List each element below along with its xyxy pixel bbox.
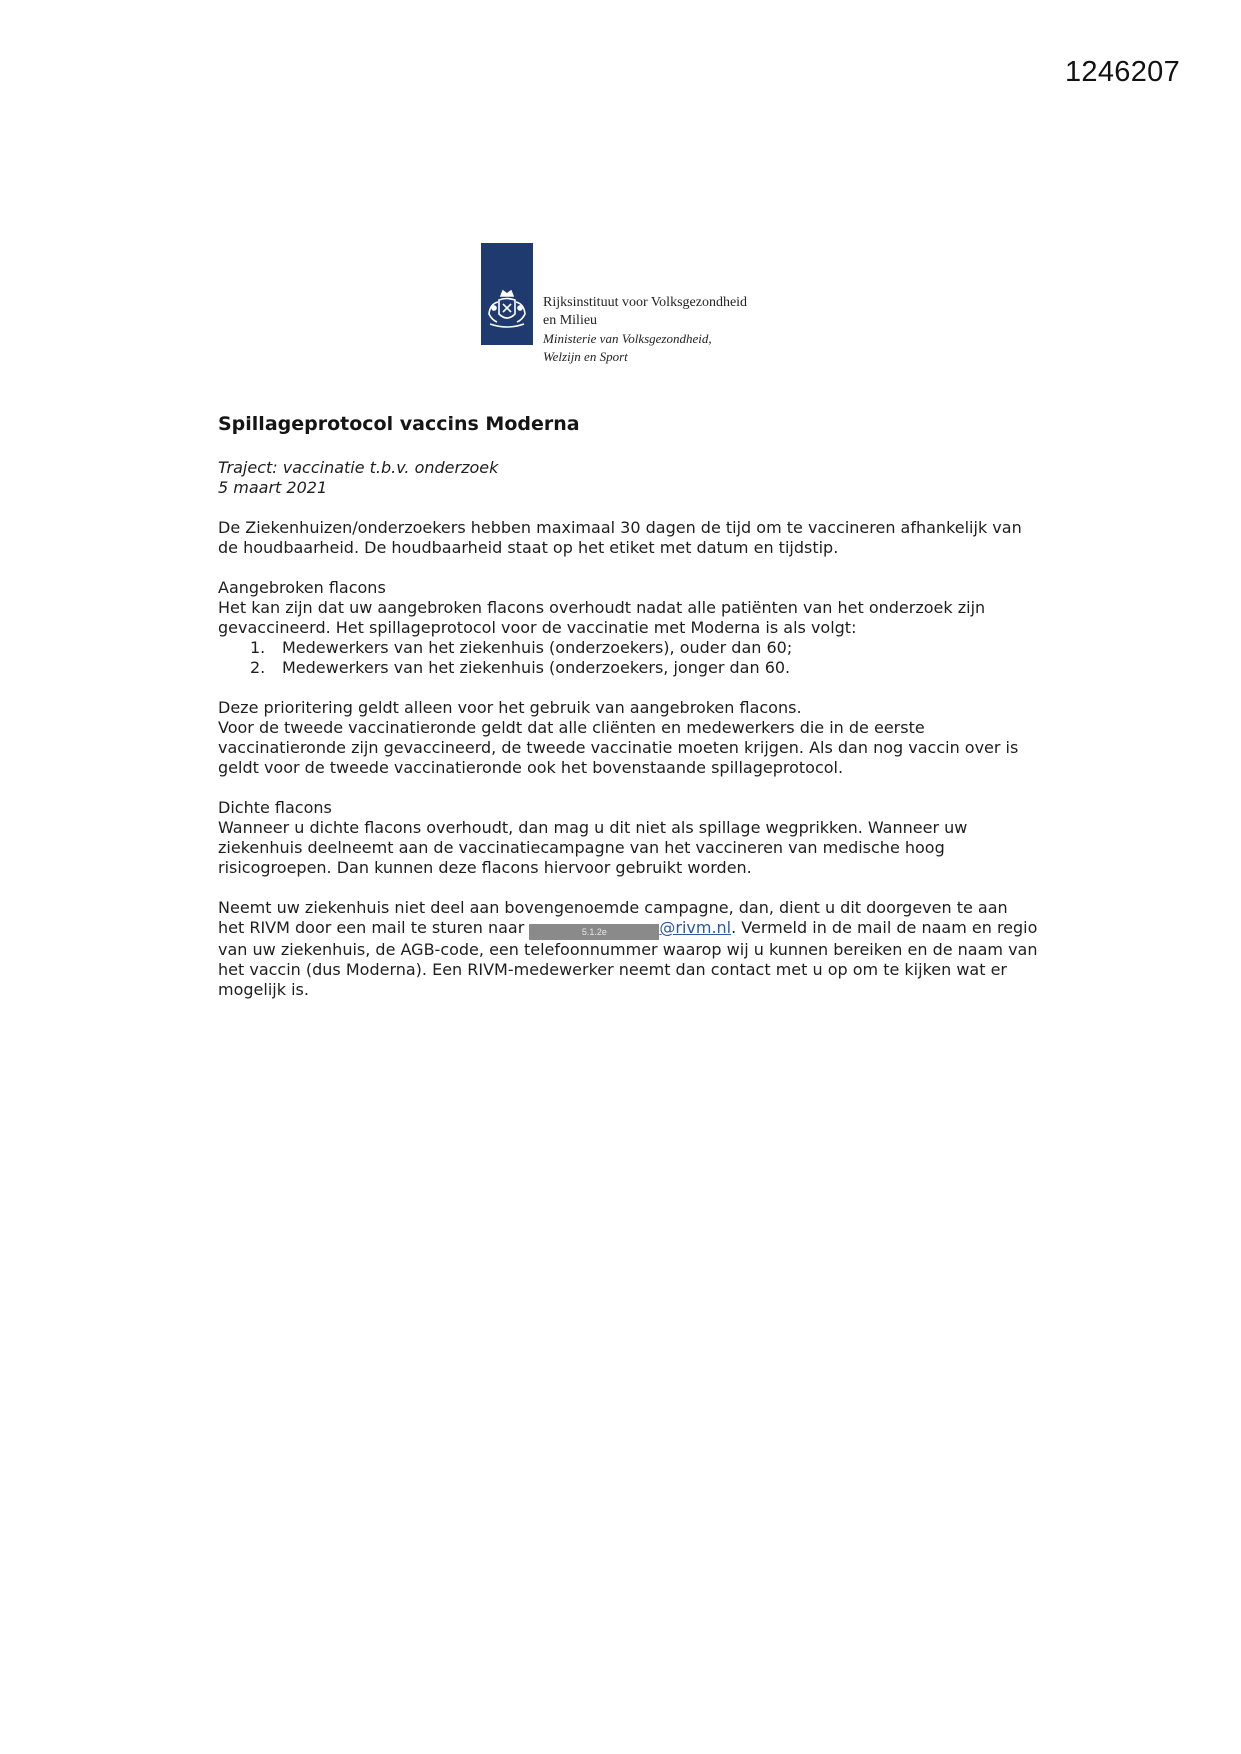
date-line: 5 maart 2021 (218, 478, 328, 497)
logo-line4: Welzijn en Sport (543, 349, 628, 364)
royal-crest-icon (484, 288, 530, 332)
section-aangebroken (218, 578, 1038, 678)
document-title: Spillageprotocol vaccins Moderna (218, 413, 580, 435)
list-item (218, 638, 1038, 658)
priority-line: Deze prioritering geldt alleen voor het gebruik van aangebroken flacons. (218, 698, 802, 717)
priority-paragraph (218, 698, 1038, 778)
final-text-before: Neemt uw ziekenhuis niet deel aan bovengenoemde campagne, dan, dient u dit doorgeven te aan het RIVM door een mail te sturen naar (218, 898, 1008, 937)
logo-text (543, 294, 863, 366)
section-text: Wanneer u dichte flacons overhoudt, dan mag u dit niet als spillage wegprikken. Wanneer uw ziekenhuis deelneemt aan de vaccinatiecampagne van het vaccineren van medische hoog risicogroepen. Dan kunnen deze flacons hiervoor gebruikt worden. (218, 818, 968, 877)
logo-line3: Ministerie van Volksgezondheid, (543, 331, 712, 346)
document-meta (218, 458, 1038, 498)
logo-bar (481, 243, 533, 345)
priority-list (218, 638, 1038, 678)
section-text: Het kan zijn dat uw aangebroken flacons overhoudt nadat alle patiënten van het onderzoek zijn gevaccineerd. Het spillageprotocol voor de vaccinatie met Moderna is als volgt: (218, 598, 986, 637)
second-round-text: Voor de tweede vaccinatieronde geldt dat alle cliënten en medewerkers die in de eerste vaccinatieronde zijn gevaccineerd, de tweede vaccinatie moeten krijgen. Als dan nog vaccin over is geldt voor de tweede vaccinatieronde ook het bovenstaande spillageprotocol. (218, 718, 1019, 777)
list-item-text: Medewerkers van het ziekenhuis (onderzoekers), ouder dan 60; (282, 638, 793, 657)
logo-line1: Rijksinstituut voor Volksgezondheid (543, 295, 748, 310)
email-link[interactable]: @rivm.nl (659, 918, 732, 937)
traject-line: Traject: vaccinatie t.b.v. onderzoek (218, 458, 499, 477)
section-dichte (218, 798, 1038, 878)
intro-paragraph: De Ziekenhuizen/onderzoekers hebben maximaal 30 dagen de tijd om te vaccineren afhankelijk van de houdbaarheid. De houdbaarheid staat op het etiket met datum en tijdstip. (218, 518, 1022, 557)
list-item-number: 1. (250, 638, 266, 657)
final-text-after: . Vermeld in de mail de naam en regio van uw ziekenhuis, de AGB-code, een telefoonnummer waarop wij u kunnen bereiken en de naam van het vaccin (dus Moderna). Een RIVM-medewerker neemt dan contact met u op om te kijken wat er mogelijk is. (218, 918, 1038, 999)
final-paragraph (218, 898, 1038, 1000)
section-heading: Aangebroken flacons (218, 578, 386, 597)
list-item (218, 658, 1038, 678)
section-heading: Dichte flacons (218, 798, 332, 817)
document-body (218, 412, 1038, 1020)
document-number: 1246207 (1065, 56, 1180, 88)
redaction-block: 5.1.2e (529, 924, 659, 940)
list-item-text: Medewerkers van het ziekenhuis (onderzoekers, jonger dan 60. (282, 658, 791, 677)
list-item-number: 2. (250, 658, 266, 677)
logo-line2: en Milieu (543, 313, 598, 328)
